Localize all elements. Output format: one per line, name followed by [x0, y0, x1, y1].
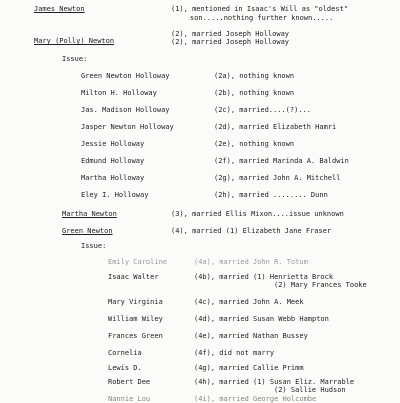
child-name: Green Newton Holloway — [81, 72, 170, 80]
child-detail: (2a), nothing known — [214, 72, 295, 80]
entry-detail: (1), mentioned in Isaac's Will as "oldest" — [171, 5, 349, 13]
child-name: Emily Caroline — [108, 258, 168, 266]
child-detail: (2f), married Marinda A. Baldwin — [214, 157, 349, 165]
child-name: William Wiley — [108, 315, 163, 323]
child-detail: (4f), did not marry — [194, 349, 275, 357]
child-name: Cornelia — [108, 349, 142, 357]
child-detail-line2: (2) Mary Frances Tooke — [274, 281, 367, 289]
issue-label: Issue: — [62, 55, 88, 63]
entry-name-james: James Newton — [34, 5, 85, 13]
issue-label: Issue: — [81, 242, 107, 250]
child-detail: (4d), married Susan Webb Hampton — [194, 315, 329, 323]
entry-detail: (4), married (1) Elizabeth Jane Fraser — [171, 227, 332, 235]
child-detail: (4b), married (1) Henrietta Brock — [194, 273, 334, 281]
child-detail: (2h), married ........ Dunn — [214, 191, 328, 199]
child-detail: (2e), nothing known — [214, 140, 295, 148]
child-name: Jas. Madison Holloway — [81, 106, 170, 114]
child-name: Jessie Holloway — [81, 140, 145, 148]
child-detail: (4a), married John R. Totum — [194, 258, 308, 266]
child-name: Lewis D. — [108, 364, 142, 372]
child-detail: (4g), married Callie Primm — [194, 364, 304, 372]
child-name: Frances Green — [108, 332, 163, 340]
child-name: Isaac Walter — [108, 273, 159, 281]
child-detail: (2d), married Elizabeth Hamri — [214, 123, 337, 131]
child-name: Nannie Lou — [108, 395, 151, 403]
child-name: Robert Dee — [108, 378, 151, 386]
entry-name-green: Green Newton — [62, 227, 113, 235]
entry-name-mary: Mary (Polly) Newton — [34, 37, 115, 45]
child-detail: (2g), married John A. Mitchell — [214, 174, 341, 182]
entry-detail: son.....nothing further known..... — [190, 14, 334, 22]
child-name: Jasper Newton Holloway — [81, 123, 174, 131]
entry-detail: (2), married Joseph Holloway — [171, 30, 290, 38]
child-name: Mary Virginia — [108, 298, 163, 306]
child-detail-line2: (2) Sallie Hudson — [274, 386, 346, 394]
child-name: Eley I. Holloway — [81, 191, 149, 199]
child-name: Martha Holloway — [81, 174, 145, 182]
entry-detail: (2), married Joseph Holloway — [171, 38, 290, 46]
child-detail: (4e), married Nathan Bussey — [194, 332, 308, 340]
entry-detail: (3), married Ellis Mixon....issue unknown — [171, 210, 344, 218]
child-name: Milton H. Holloway — [81, 89, 157, 97]
child-detail: (4h), married (1) Susan Eliz. Marrable — [194, 378, 355, 386]
child-detail: (2c), married....(?)... — [214, 106, 311, 114]
child-name: Edmund Holloway — [81, 157, 145, 165]
child-detail: (2b), nothing known — [214, 89, 295, 97]
child-detail: (4c), married John A. Meek — [194, 298, 304, 306]
entry-name-martha: Martha Newton — [62, 210, 117, 218]
child-detail: (4i), married George Holcombe — [194, 395, 317, 403]
